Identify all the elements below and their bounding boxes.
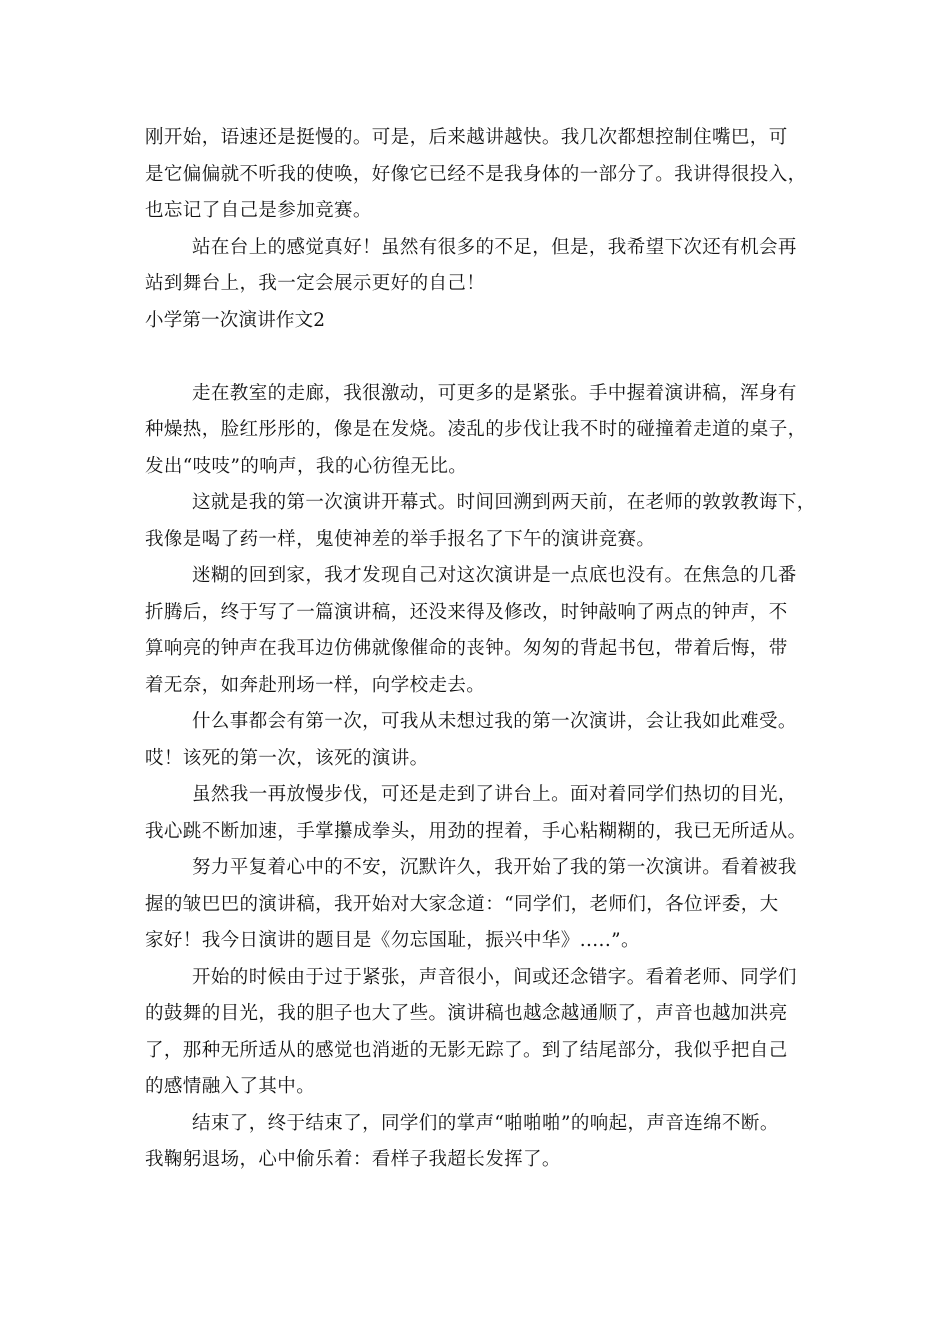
document-body <box>145 120 816 1179</box>
text-line: 走在教室的走廊，我很激动，可更多的是紧张。手中握着演讲稿，浑身有 <box>192 382 797 404</box>
text-line: 迷糊的回到家，我才发现自己对这次演讲是一点底也没有。在焦急的几番 <box>192 565 797 586</box>
text-line: 是它偏偏就不听我的使唤，好像它已经不是我身体的一部分了。我讲得很投入， <box>145 163 807 185</box>
text-line: 开始的时候由于过于紧张，声音很小，间或还念错字。看着老师、同学们 <box>192 966 797 988</box>
text-line: 我鞠躬退场，心中偷乐着：看样子我超长发挥了。 <box>145 1149 561 1170</box>
text-line: 虽然我一再放慢步伐，可还是走到了讲台上。面对着同学们热切的目光， <box>192 784 797 805</box>
text-line: 的感情融入了其中。 <box>145 1076 316 1097</box>
text-line: 站到舞台上，我一定会展示更好的自己！ <box>145 273 486 294</box>
text-line: 站在台上的感觉真好！虽然有很多的不足，但是，我希望下次还有机会再 <box>192 236 797 258</box>
text-line: 算响亮的钟声在我耳边仿佛就像催命的丧钟。匆匆的背起书包，带着后悔，带 <box>145 638 788 659</box>
text-line: 了，那种无所适从的感觉也消逝的无影无踪了。到了结尾部分，我似乎把自己 <box>145 1039 788 1061</box>
text-line: 什么事都会有第一次，可我从未想过我的第一次演讲，会让我如此难受。 <box>192 711 797 732</box>
text-line: 握的皱巴巴的演讲稿，我开始对大家念道：“同学们，老师们，各位评委，大 <box>145 893 779 915</box>
text-line: 哎！该死的第一次，该死的演讲。 <box>145 747 429 769</box>
text-line: 种燥热，脸红彤彤的，像是在发烧。凌乱的步伐让我不时的碰撞着走道的桌子， <box>145 419 807 440</box>
blank-line <box>145 339 810 376</box>
text-line: 我像是喝了药一样，鬼使神差的举手报名了下午的演讲竞赛。 <box>145 528 656 550</box>
text-line: 努力平复着心中的不安，沉默许久，我开始了我的第一次演讲。看着被我 <box>192 857 797 878</box>
text-line: 也忘记了自己是参加竞赛。 <box>145 200 372 221</box>
text-line: 的鼓舞的目光，我的胆子也大了些。演讲稿也越念越通顺了，声音也越加洪亮 <box>145 1003 788 1024</box>
text-line: 发出“吱吱”的响声，我的心彷徨无比。 <box>145 455 468 477</box>
section-title: 小学第一次演讲作文2 <box>145 309 326 331</box>
text-line: 这就是我的第一次演讲开幕式。时间回溯到两天前，在老师的敦敦教诲下， <box>192 492 816 513</box>
text-line: 家好！我今日演讲的题目是《勿忘国耻，振兴中华》.....”。 <box>145 930 640 951</box>
text-line: 我心跳不断加速，手掌攥成拳头，用劲的捏着，手心粘糊糊的，我已无所适从。 <box>145 820 807 842</box>
text-line: 着无奈，如奔赴刑场一样，向学校走去。 <box>145 674 486 696</box>
text-line: 结束了，终于结束了，同学们的掌声“啪啪啪”的响起，声音连绵不断。 <box>192 1112 779 1134</box>
text-line: 折腾后，终于写了一篇演讲稿，还没来得及修改，时钟敲响了两点的钟声，不 <box>145 601 788 623</box>
text-line: 刚开始，语速还是挺慢的。可是，后来越讲越快。我几次都想控制住嘴巴，可 <box>145 127 788 148</box>
